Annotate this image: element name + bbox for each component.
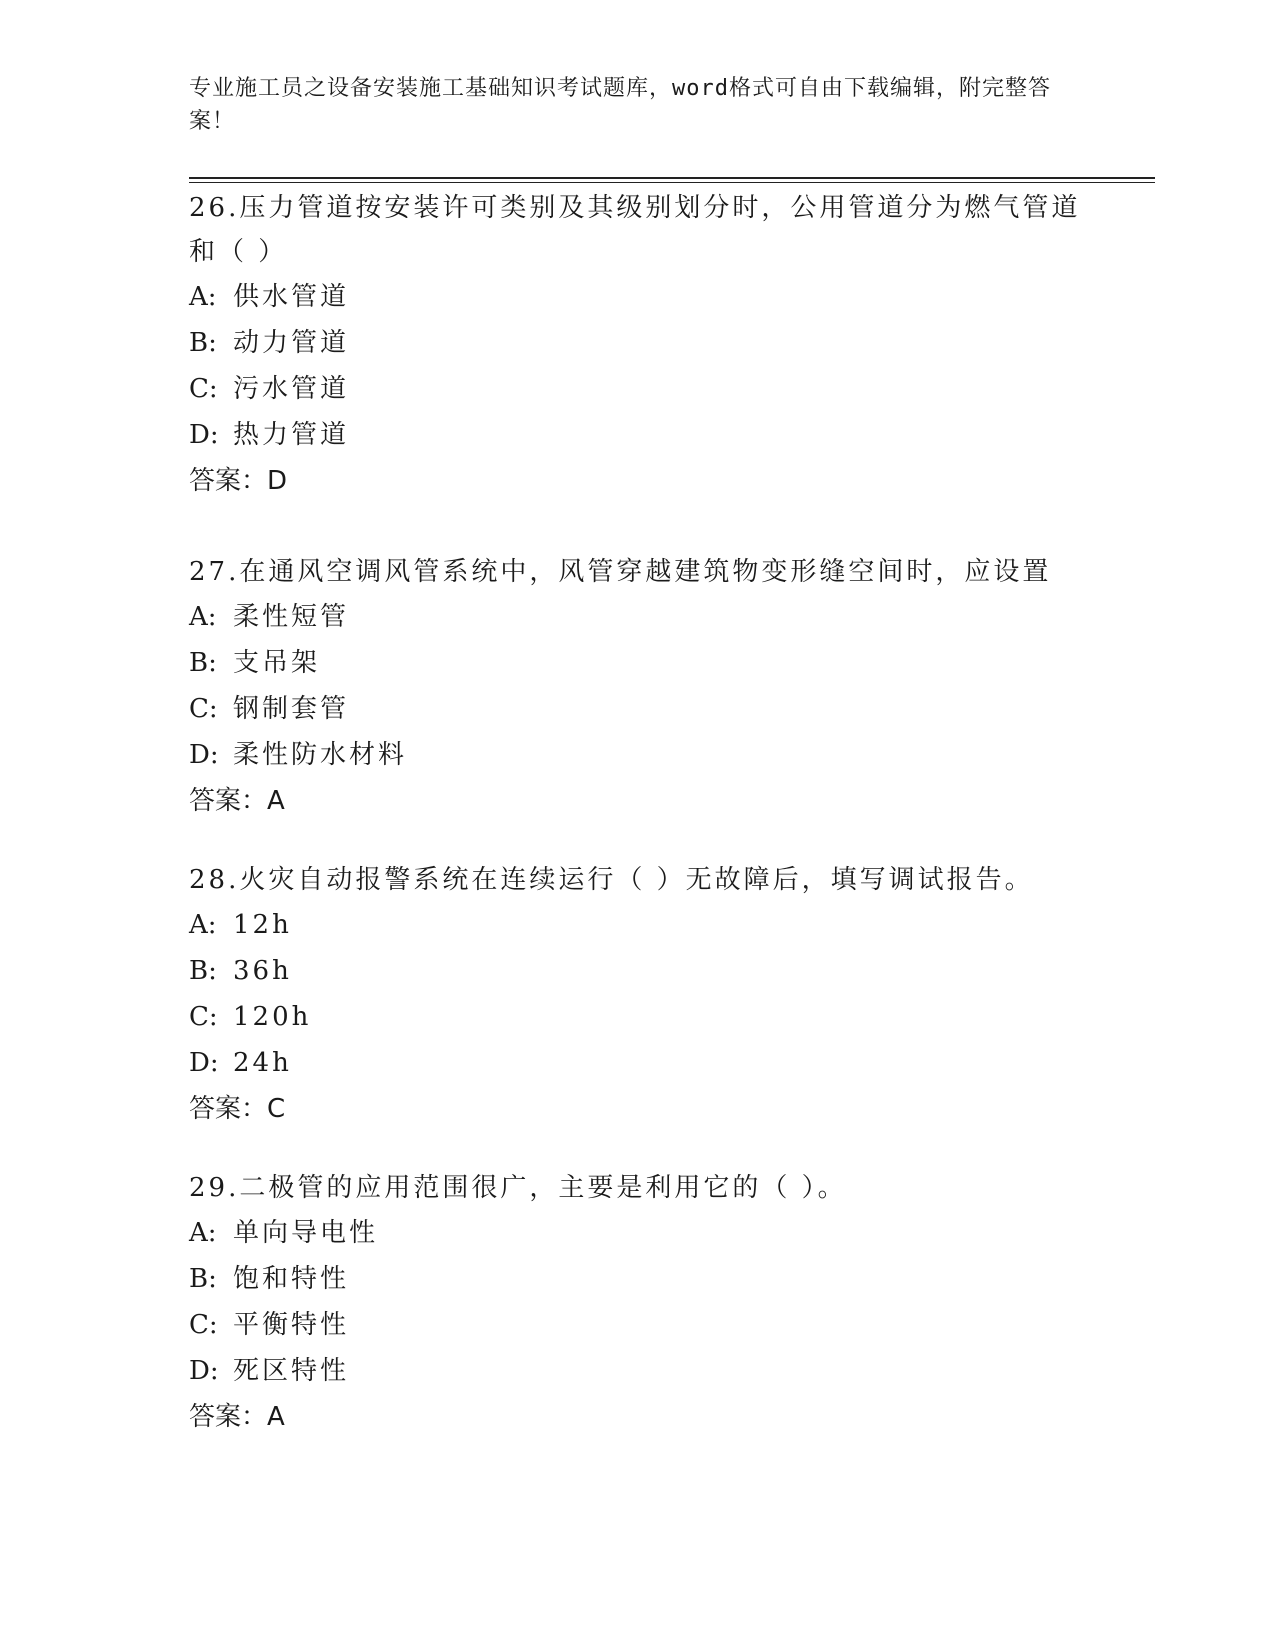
option-text: 平衡特性 xyxy=(233,1310,350,1340)
header-divider-thick xyxy=(189,177,1155,179)
question-stem: 28.火灾自动报警系统在连续运行（ ）无故障后，填写调试报告。 xyxy=(189,865,1034,895)
document-header: 专业施工员之设备安装施工基础知识考试题库，word格式可自由下载编辑，附完整答案！ xyxy=(189,76,1051,134)
option-key: B: xyxy=(189,328,217,358)
option-b xyxy=(189,1256,1089,1302)
option-b xyxy=(189,640,1089,686)
option-text: 钢制套管 xyxy=(233,694,350,724)
answer-line: 答案：A xyxy=(189,786,285,816)
option-key: C: xyxy=(189,1002,218,1032)
option-text: 死区特性 xyxy=(233,1356,350,1386)
question-stem: 26.压力管道按安装许可类别及其级别划分时，公用管道分为燃气管道和（ ） xyxy=(189,193,1081,267)
question-29 xyxy=(189,1166,1089,1440)
option-key: A: xyxy=(189,1218,217,1248)
option-a xyxy=(189,274,1089,320)
question-27 xyxy=(189,550,1089,824)
option-c xyxy=(189,1302,1089,1348)
option-text: 柔性短管 xyxy=(233,602,350,632)
option-text: 单向导电性 xyxy=(233,1218,379,1248)
option-key: C: xyxy=(189,1310,218,1340)
option-text: 24h xyxy=(233,1048,292,1078)
option-text: 120h xyxy=(233,1002,312,1032)
option-text: 支吊架 xyxy=(233,648,321,678)
question-26 xyxy=(189,186,1089,504)
option-b xyxy=(189,948,1089,994)
option-a xyxy=(189,902,1089,948)
option-b xyxy=(189,320,1089,366)
question-stem: 29.二极管的应用范围很广，主要是利用它的（ ）。 xyxy=(189,1173,847,1203)
option-c xyxy=(189,686,1089,732)
option-text: 柔性防水材料 xyxy=(233,740,408,770)
header-divider-thin xyxy=(189,182,1155,183)
option-d xyxy=(189,1348,1089,1394)
option-text: 污水管道 xyxy=(233,374,350,404)
option-text: 热力管道 xyxy=(233,420,350,450)
option-c xyxy=(189,366,1089,412)
option-key: B: xyxy=(189,648,217,678)
option-a xyxy=(189,1210,1089,1256)
option-key: A: xyxy=(189,602,217,632)
option-key: D: xyxy=(189,740,219,770)
answer-line: 答案：D xyxy=(189,466,288,496)
option-text: 12h xyxy=(233,910,292,940)
question-stem: 27.在通风空调风管系统中，风管穿越建筑物变形缝空间时，应设置 xyxy=(189,557,1052,587)
option-key: B: xyxy=(189,1264,217,1294)
option-text: 36h xyxy=(233,956,292,986)
option-text: 动力管道 xyxy=(233,328,350,358)
answer-line: 答案：A xyxy=(189,1402,285,1432)
option-key: D: xyxy=(189,1356,219,1386)
option-d xyxy=(189,1040,1089,1086)
option-key: D: xyxy=(189,1048,219,1078)
option-key: C: xyxy=(189,694,218,724)
option-a xyxy=(189,594,1089,640)
option-text: 饱和特性 xyxy=(233,1264,350,1294)
option-c xyxy=(189,994,1089,1040)
option-key: A: xyxy=(189,282,217,312)
option-key: D: xyxy=(189,420,219,450)
option-key: A: xyxy=(189,910,217,940)
option-key: C: xyxy=(189,374,218,404)
question-28 xyxy=(189,858,1089,1132)
option-key: B: xyxy=(189,956,217,986)
option-d xyxy=(189,732,1089,778)
answer-line: 答案：C xyxy=(189,1094,286,1124)
option-d xyxy=(189,412,1089,458)
option-text: 供水管道 xyxy=(233,282,350,312)
